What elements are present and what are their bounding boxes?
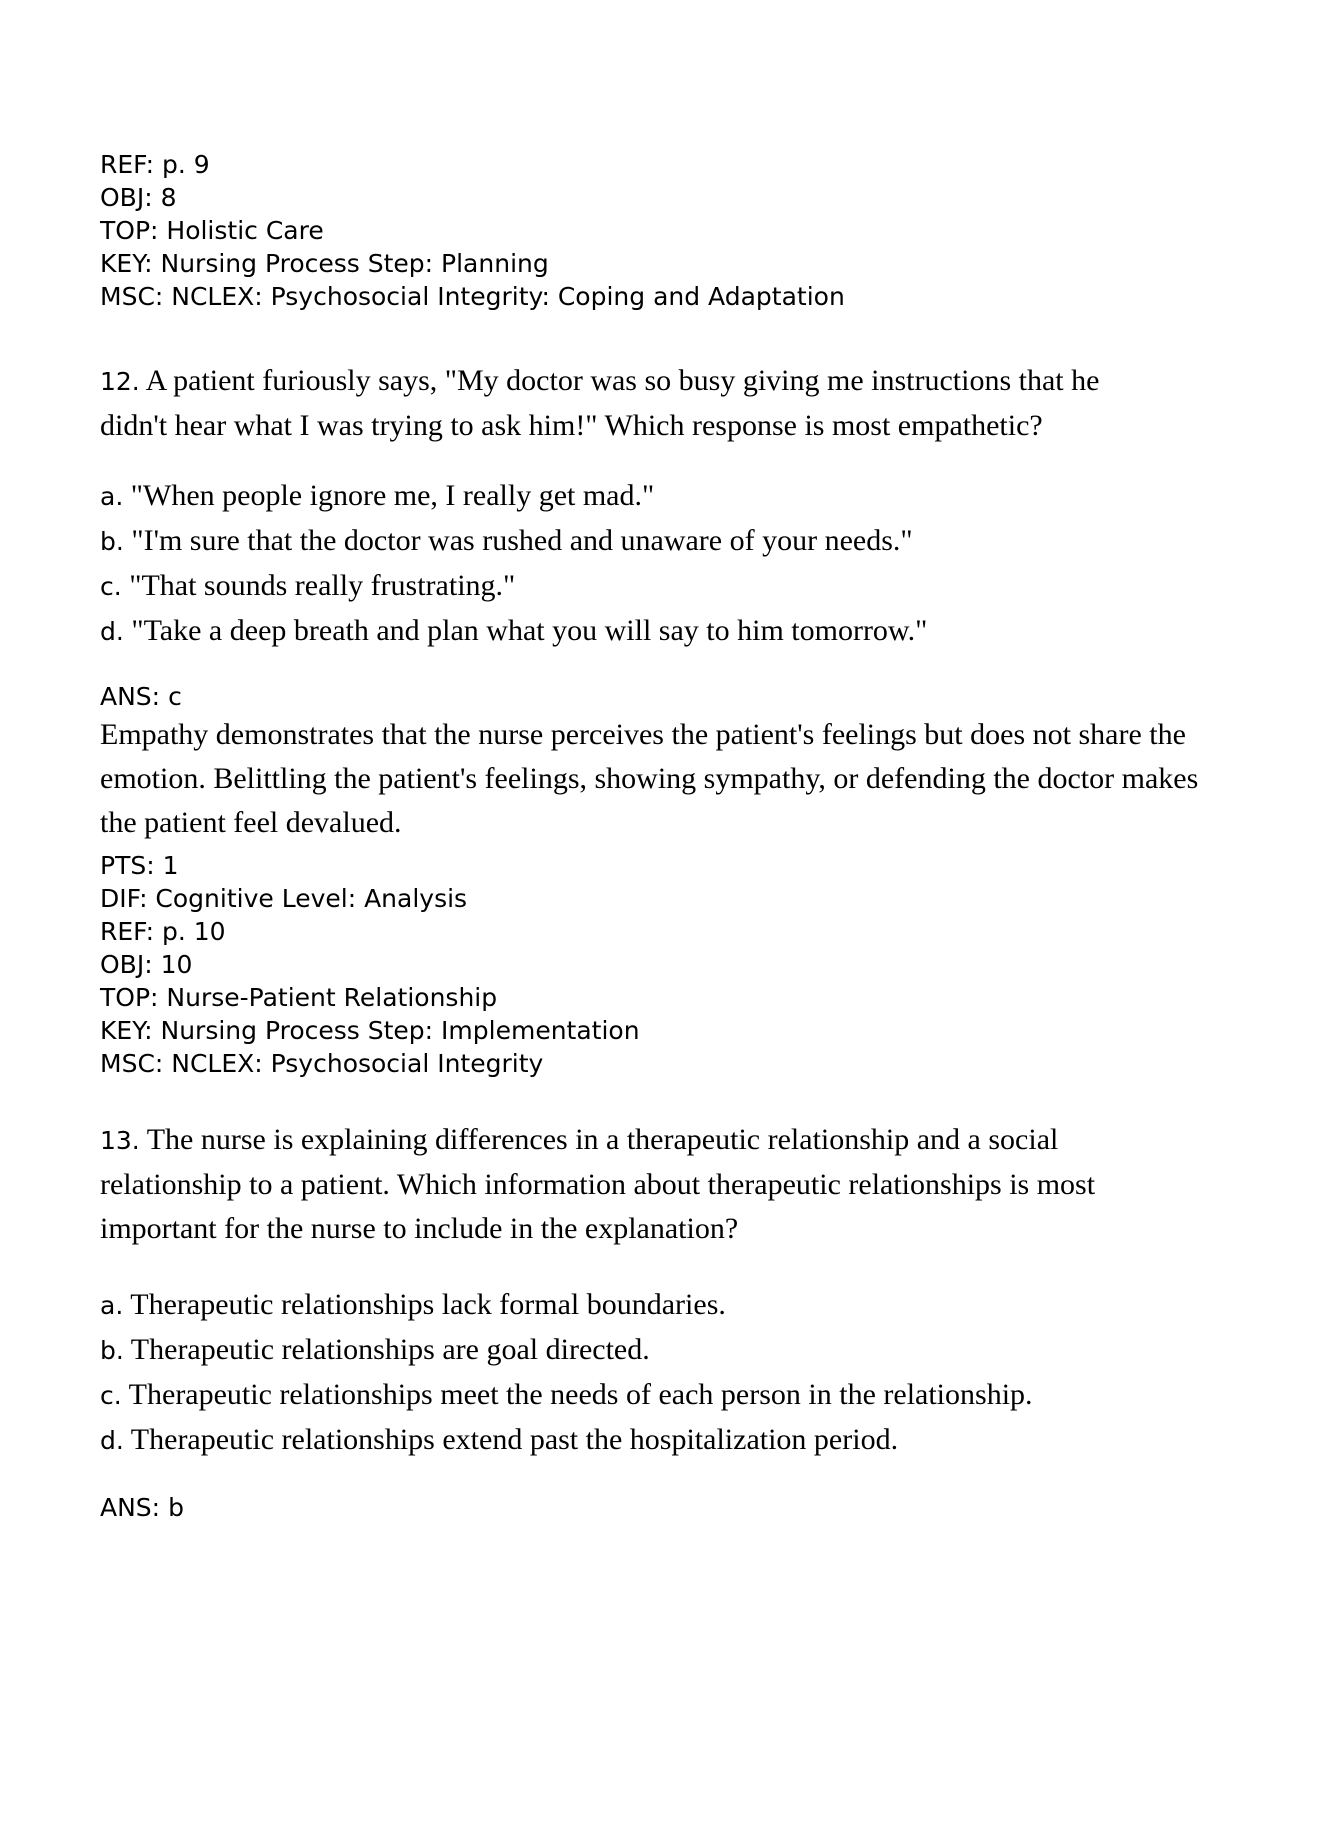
option-letter: b.	[100, 1336, 124, 1365]
answer-value: b	[168, 1493, 184, 1522]
option-letter: d.	[100, 617, 124, 646]
meta-line-ref: REF: p. 10	[100, 917, 226, 946]
question-13-option-a	[100, 1283, 1200, 1328]
meta-line-ref: REF: p. 9	[100, 150, 210, 179]
meta-line-msc: MSC: NCLEX: Psychosocial Integrity	[100, 1049, 544, 1078]
meta-line-key: KEY: Nursing Process Step: Planning	[100, 249, 549, 278]
question-12-text: A patient furiously says, "My doctor was so busy giving me instructions that he didn't hear what I was trying to ask him!" Which response is most empathetic?	[100, 364, 1100, 442]
option-letter: c.	[100, 572, 122, 601]
question-12	[100, 359, 1110, 448]
option-text: Therapeutic relationships are goal directed.	[130, 1333, 650, 1366]
meta-line-top: TOP: Holistic Care	[100, 216, 324, 245]
option-text: "When people ignore me, I really get mad."	[130, 479, 655, 512]
option-letter: b.	[100, 527, 124, 556]
question-12-rationale: Empathy demonstrates that the nurse perceives the patient's feelings but does not share the emotion. Belittling the patient's feelings, showing sympathy, or defending the doctor makes the patient feel devalued.	[100, 718, 1199, 839]
option-letter: d.	[100, 1426, 124, 1455]
question-12-answer-line	[100, 680, 1235, 713]
option-text: "That sounds really frustrating."	[129, 569, 516, 602]
question-13	[100, 1118, 1180, 1251]
question-13-options	[100, 1283, 1200, 1463]
option-text: Therapeutic relationships meet the needs of each person in the relationship.	[128, 1378, 1033, 1411]
answer-label: ANS:	[100, 1493, 161, 1522]
option-text: "Take a deep breath and plan what you will say to him tomorrow."	[131, 614, 928, 647]
question-12-option-d	[100, 609, 1200, 654]
question-12-option-c	[100, 564, 1200, 609]
meta-line-obj: OBJ: 10	[100, 950, 193, 979]
answer-label: ANS:	[100, 682, 161, 711]
option-letter: a.	[100, 482, 124, 511]
meta-line-obj: OBJ: 8	[100, 183, 177, 212]
option-letter: c.	[100, 1381, 122, 1410]
previous-question-meta	[100, 148, 1235, 313]
question-12-option-a	[100, 474, 1200, 519]
question-12-options	[100, 474, 1200, 654]
option-text: Therapeutic relationships lack formal boundaries.	[130, 1288, 726, 1321]
question-12-meta	[100, 849, 1235, 1080]
question-13-answer-line	[100, 1491, 1235, 1524]
option-text: "I'm sure that the doctor was rushed and unaware of your needs."	[131, 524, 913, 557]
question-13-option-c	[100, 1373, 1200, 1418]
option-letter: a.	[100, 1291, 124, 1320]
question-13-option-b	[100, 1328, 1200, 1373]
meta-line-msc: MSC: NCLEX: Psychosocial Integrity: Coping and Adaptation	[100, 282, 845, 311]
meta-line-key: KEY: Nursing Process Step: Implementation	[100, 1016, 640, 1045]
question-13-text: The nurse is explaining differences in a therapeutic relationship and a social relationship to a patient. Which information about therapeutic relationships is most important for the nurse to include in the explanation?	[100, 1123, 1096, 1245]
question-13-option-d	[100, 1418, 1200, 1463]
answer-value: c	[168, 682, 182, 711]
question-12-option-b	[100, 519, 1200, 564]
question-13-number: 13.	[100, 1126, 140, 1155]
meta-line-top: TOP: Nurse-Patient Relationship	[100, 983, 498, 1012]
meta-line-dif: DIF: Cognitive Level: Analysis	[100, 884, 468, 913]
question-12-number: 12.	[100, 367, 140, 396]
option-text: Therapeutic relationships extend past the hospitalization period.	[130, 1423, 899, 1456]
meta-line-pts: PTS: 1	[100, 851, 179, 880]
